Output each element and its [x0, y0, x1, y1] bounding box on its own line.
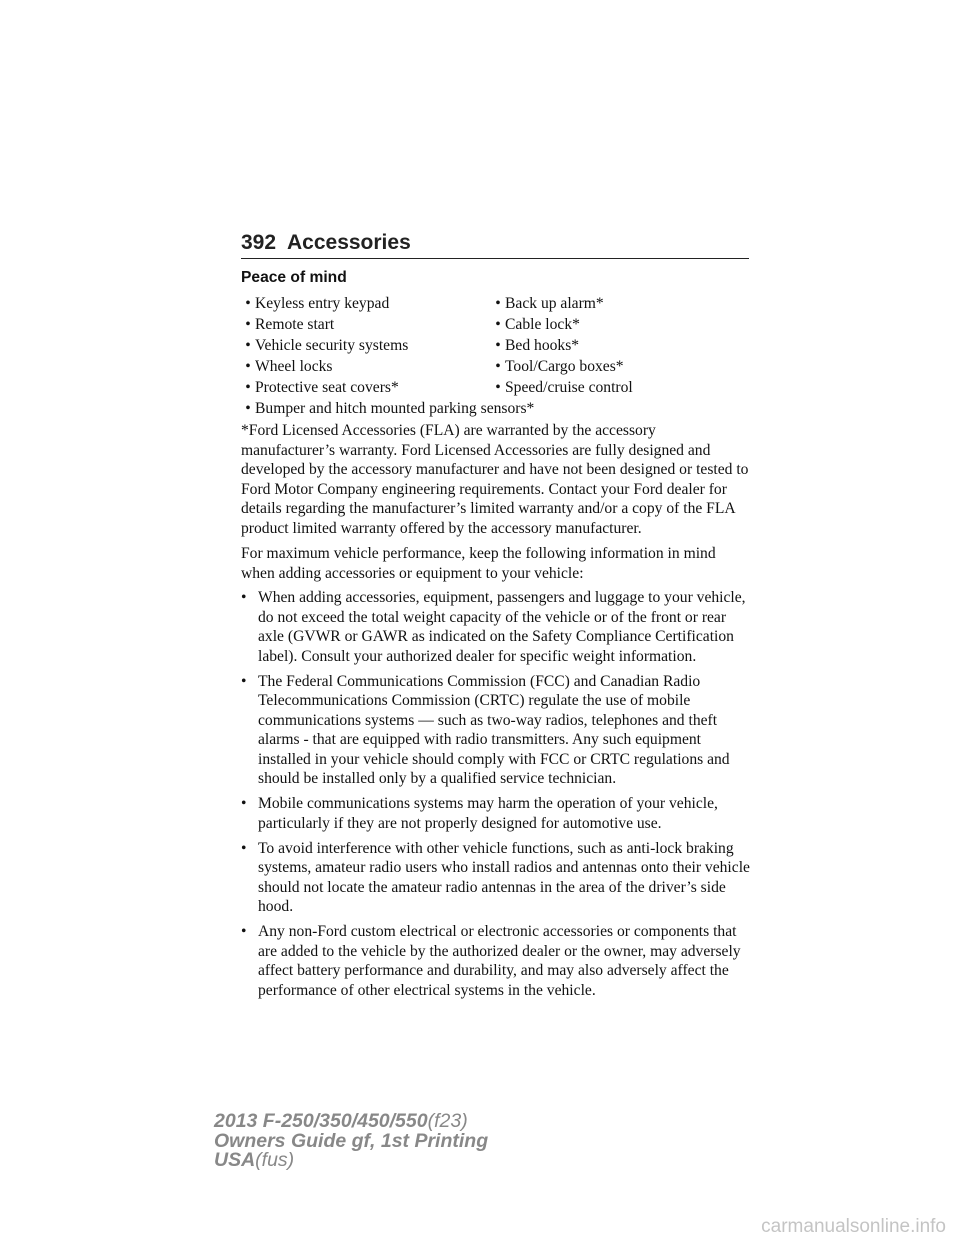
bullet-icon: • — [241, 795, 247, 812]
list-item: • Tool/Cargo boxes* — [491, 357, 751, 377]
page-content — [241, 268, 751, 1006]
fla-note-paragraph: *Ford Licensed Accessories (FLA) are warranted by the accessory manufacturer’s warranty. Ford Licensed Accessories are fully designed and developed by the accessory manufacturer and have not been designed or tested to Ford Motor Company engineering requirements. Contact your Ford dealer for details regarding the manufacturer’s limited warranty and/or a copy of the FLA product limited warranty offered by the accessory manufacturer. — [241, 422, 749, 537]
bullet-icon: • — [245, 315, 251, 333]
watermark: carmanualsonline.info — [761, 1216, 946, 1237]
list-item: • Cable lock* — [491, 315, 751, 335]
section-title: Accessories — [287, 231, 411, 254]
document-footer — [214, 1112, 488, 1171]
bullet-icon: • — [495, 378, 501, 396]
list-item: • Mobile communications systems may harm the operation of your vehicle, particularly if they are not properly designed for automotive use. — [241, 795, 718, 832]
list-item: • Protective seat covers* — [241, 378, 491, 398]
list-item: • To avoid interference with other vehicle functions, such as anti-lock braking systems, amateur radio users who install radios and antennas onto their vehicle should not locate the amateur radio antennas in the area of the driver’s side hood. — [241, 839, 750, 915]
bullet-icon: • — [241, 839, 247, 857]
list-item: • Bumper and hitch mounted parking sensors* — [241, 399, 751, 419]
footer-line-guide: Owners Guide gf, 1st Printing — [214, 1129, 489, 1152]
bullet-icon: • — [241, 589, 247, 606]
list-item: • Any non-Ford custom electrical or electronic accessories or components that are added to the vehicle by the authorized dealer or the owner, may adversely affect battery performance and durability, and may also adversely affect the performance of other electrical systems in the vehicle. — [241, 923, 741, 999]
list-item: • Vehicle security systems — [241, 336, 491, 356]
bullet-icon: • — [245, 378, 251, 396]
page-header — [241, 228, 749, 259]
list-item: • When adding accessories, equipment, passengers and luggage to your vehicle, do not exceed the total weight capacity of the vehicle or of the front or rear axle (GVWR or GAWR as indicated on the Safety Compliance Certification label). Consult your authorized dealer for specific weight information. — [241, 589, 746, 665]
bullet-icon: • — [241, 672, 247, 690]
list-item: • Bed hooks* — [491, 336, 751, 356]
list-item: • Keyless entry keypad — [241, 294, 491, 314]
bullet-icon: • — [495, 336, 501, 354]
bullet-icon: • — [495, 294, 501, 312]
performance-bullet-list — [241, 588, 751, 1000]
bullet-icon: • — [241, 923, 247, 940]
bullet-icon: • — [495, 357, 501, 375]
list-item: • Back up alarm* — [491, 294, 751, 314]
peace-of-mind-list — [241, 294, 751, 398]
list-item: • The Federal Communications Commission (FCC) and Canadian Radio Telecommunications Commission (CRTC) regulate the use of mobile communications systems — such as two-way radios, telephones and theft alarms - that are equipped with radio transmitters. Any such equipment installed in your vehicle should comply with FCC or CRTC regulations and should be installed only by a qualified service technician. — [241, 672, 730, 787]
list-item: • Remote start — [241, 315, 491, 335]
bullet-icon: • — [245, 336, 251, 354]
page-number: 392 — [241, 231, 277, 254]
bullet-icon: • — [495, 315, 501, 333]
performance-intro-paragraph: For maximum vehicle performance, keep the following information in mind when adding accessories or equipment to your vehicle: — [241, 545, 716, 582]
bullet-icon: • — [245, 399, 251, 417]
footer-line-model: 2013 F-250/350/450/550(f23) — [214, 1110, 468, 1132]
list-item: • Speed/cruise control — [491, 378, 751, 398]
footer-line-region: USA(fus) — [214, 1149, 295, 1171]
subheading-peace-of-mind: Peace of mind — [241, 269, 347, 286]
bullet-icon: • — [245, 294, 251, 312]
list-item: • Wheel locks — [241, 357, 491, 377]
bullet-icon: • — [245, 357, 251, 375]
